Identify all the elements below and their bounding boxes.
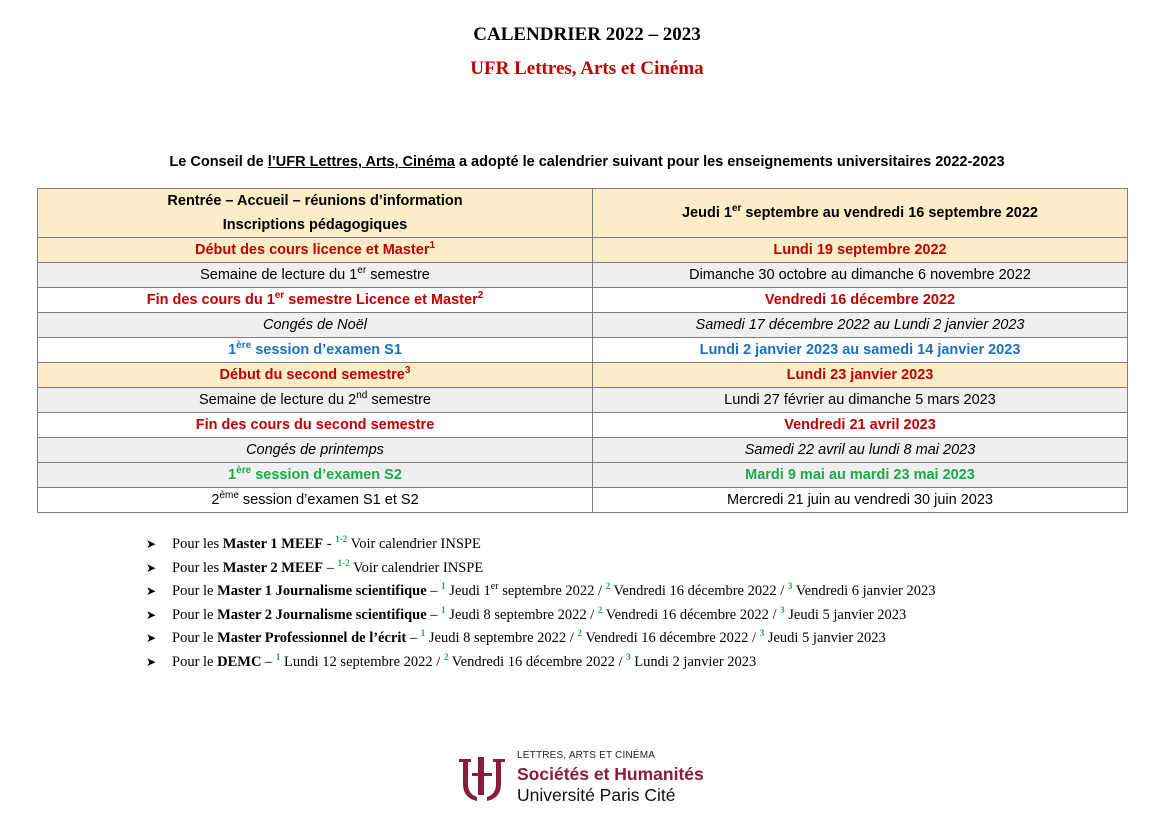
list-item xyxy=(146,604,936,631)
row-label-b: semestre xyxy=(366,266,430,283)
row-label-sup: ère xyxy=(236,464,252,476)
row-label-a: 1 xyxy=(228,341,237,358)
note-text1: Jeudi 8 septembre 2022 / xyxy=(445,606,598,623)
table-row xyxy=(38,288,1128,313)
page-title: CALENDRIER 2022 – 2023 xyxy=(473,24,701,45)
note-text2: Vendredi 16 décembre 2022 / xyxy=(581,630,760,646)
note-program: Master 1 MEEF xyxy=(222,536,324,552)
row-label-a: Semaine de lecture du 2 xyxy=(199,391,357,408)
note-pre: Pour le xyxy=(172,583,218,599)
note-text1: Jeudi 1 xyxy=(445,583,491,599)
row-dates: Vendredi 16 décembre 2022 xyxy=(593,288,1128,313)
intro-underlined: l’UFR Lettres, Arts, Cinéma xyxy=(267,154,455,170)
row-dates: Lundi 2 janvier 2023 au samedi 14 janvier 2023 xyxy=(593,338,1128,363)
row-dates-sup: er xyxy=(731,202,742,214)
note-pre: Pour le xyxy=(172,653,218,670)
note-text1: Jeudi 8 septembre 2022 / xyxy=(425,630,578,646)
university-logo-icon xyxy=(456,755,508,805)
row-label-b: session d’examen S2 xyxy=(251,466,402,483)
note-sup3: 3 xyxy=(759,628,765,639)
arrow-bullet-icon: ➤ xyxy=(146,607,157,622)
note-program: Master 2 MEEF xyxy=(222,559,324,576)
notes-list xyxy=(146,536,936,677)
arrow-bullet-icon: ➤ xyxy=(146,654,157,669)
note-sup1: 1 xyxy=(441,581,446,592)
note-text3: Vendredi 6 janvier 2023 xyxy=(792,583,936,599)
row-label-sup2: 2 xyxy=(477,289,484,301)
row-label-sup: ère xyxy=(236,339,252,351)
row-label-a: Fin des cours du 1 xyxy=(146,291,275,308)
arrow-bullet-icon: ➤ xyxy=(146,560,157,575)
row-label-sup: er xyxy=(357,264,367,276)
note-text1: Voir calendrier INSPE xyxy=(349,559,484,576)
list-item xyxy=(146,583,936,607)
note-sep: – xyxy=(261,653,276,670)
list-item xyxy=(146,536,936,560)
row-label: Fin des cours du second semestre xyxy=(38,413,593,438)
note-sup1: 1 xyxy=(420,628,426,639)
row-label-a: Début du second semestre xyxy=(219,366,405,383)
row-dates: Samedi 17 décembre 2022 au Lundi 2 janvier 2023 xyxy=(593,313,1128,338)
row-label-sup: ème xyxy=(219,489,239,501)
row-dates: Mardi 9 mai au mardi 23 mai 2023 xyxy=(593,463,1128,488)
note-sup1: 1 xyxy=(441,604,446,615)
note-text2: Vendredi 16 décembre 2022 / xyxy=(610,583,788,599)
table-row xyxy=(38,413,1128,438)
page-subtitle: UFR Lettres, Arts et Cinéma xyxy=(470,58,704,79)
row-label-sup: 1 xyxy=(429,239,436,251)
note-sup1: 1-2 xyxy=(337,557,350,568)
note-text3: Jeudi 5 janvier 2023 xyxy=(784,606,907,623)
note-sup1: 1 xyxy=(275,651,281,662)
note-sep: – xyxy=(406,630,421,646)
note-program: Master Professionnel de l’écrit xyxy=(217,630,407,646)
table-row xyxy=(38,238,1128,263)
row-label xyxy=(38,338,593,363)
table-row xyxy=(38,189,1128,238)
row-dates: Lundi 27 février au dimanche 5 mars 2023 xyxy=(593,388,1128,413)
note-sup1: 1-2 xyxy=(335,534,348,545)
row-dates xyxy=(593,189,1128,238)
row-label xyxy=(38,288,593,313)
note-text1: Lundi 12 septembre 2022 / xyxy=(280,653,444,670)
note-pre: Pour le xyxy=(172,630,218,646)
row-dates-a: Jeudi 1 xyxy=(681,204,732,221)
table-row xyxy=(38,313,1128,338)
table-row xyxy=(38,388,1128,413)
row-dates: Samedi 22 avril au lundi 8 mai 2023 xyxy=(593,438,1128,463)
note-pre: Pour les xyxy=(172,536,223,552)
note-sep: – xyxy=(426,583,442,599)
note-sup3: 3 xyxy=(780,604,785,615)
note-text2: Vendredi 16 décembre 2022 / xyxy=(448,653,627,670)
row-label xyxy=(38,263,593,288)
row-label-a: Semaine de lecture du 1 xyxy=(200,266,358,283)
note-pre: Pour les xyxy=(172,559,223,576)
table-row xyxy=(38,488,1128,513)
table-row xyxy=(38,263,1128,288)
row-label-line1: Rentrée – Accueil – réunions d’information xyxy=(167,193,463,209)
row-label-b: semestre xyxy=(367,391,431,408)
table-row xyxy=(38,338,1128,363)
calendar-table xyxy=(37,188,1128,513)
note-sup2: 2 xyxy=(443,651,449,662)
list-item xyxy=(146,651,936,678)
row-dates: Lundi 23 janvier 2023 xyxy=(593,363,1128,388)
row-label xyxy=(38,463,593,488)
logo-line2: Sociétés et Humanités xyxy=(517,764,704,784)
row-label-line2: Inscriptions pédagogiques xyxy=(222,217,408,233)
row-dates: Mercredi 21 juin au vendredi 30 juin 2023 xyxy=(593,488,1128,513)
intro-paragraph xyxy=(0,154,1174,170)
note-program: DEMC xyxy=(217,653,262,670)
list-item xyxy=(146,630,936,654)
row-label-sup: er xyxy=(274,289,285,301)
row-label-a: 1 xyxy=(228,466,237,483)
note-text1-b: septembre 2022 / xyxy=(498,583,606,599)
row-label-a: Début des cours licence et Master xyxy=(194,241,430,258)
row-label-a: 2 xyxy=(211,491,220,508)
row-dates-b: septembre au vendredi 16 septembre 2022 xyxy=(741,204,1038,221)
table-row xyxy=(38,438,1128,463)
note-sep: - xyxy=(323,536,336,552)
row-dates: Lundi 19 septembre 2022 xyxy=(593,238,1128,263)
note-pre: Pour le xyxy=(172,606,218,623)
note-program: Master 1 Journalisme scientifique xyxy=(217,583,427,599)
arrow-bullet-icon: ➤ xyxy=(146,584,157,598)
intro-before: Le Conseil de xyxy=(169,154,268,170)
row-label xyxy=(38,488,593,513)
list-item xyxy=(146,557,936,584)
note-program: Master 2 Journalisme scientifique xyxy=(217,606,427,623)
note-sup3: 3 xyxy=(626,651,631,662)
arrow-bullet-icon: ➤ xyxy=(146,631,157,645)
table-row xyxy=(38,363,1128,388)
note-sup2: 2 xyxy=(577,628,582,639)
note-text3: Jeudi 5 janvier 2023 xyxy=(764,630,886,646)
note-sup3: 3 xyxy=(787,581,793,592)
row-label: Congés de Noël xyxy=(38,313,593,338)
note-sup2: 2 xyxy=(597,604,603,615)
row-label xyxy=(38,189,593,238)
logo-line3: Université Paris Cité xyxy=(517,785,676,805)
row-label xyxy=(38,363,593,388)
row-label xyxy=(38,388,593,413)
row-label-sup: 3 xyxy=(404,364,411,376)
note-text2: Vendredi 16 décembre 2022 / xyxy=(602,606,781,623)
row-dates: Vendredi 21 avril 2023 xyxy=(593,413,1128,438)
university-logo xyxy=(456,750,726,810)
row-label-b: semestre Licence et Master xyxy=(284,291,478,308)
note-sup2: 2 xyxy=(605,581,611,592)
row-label xyxy=(38,238,593,263)
note-text1: Voir calendrier INSPE xyxy=(347,536,481,552)
note-sep: – xyxy=(426,606,442,623)
note-text1-sup: er xyxy=(490,581,499,593)
row-label-sup: nd xyxy=(356,389,368,401)
row-label: Congés de printemps xyxy=(38,438,593,463)
note-text3: Lundi 2 janvier 2023 xyxy=(630,653,757,670)
row-label-b: session d’examen S1 et S2 xyxy=(238,491,419,508)
row-dates: Dimanche 30 octobre au dimanche 6 novembre 2022 xyxy=(593,263,1128,288)
arrow-bullet-icon: ➤ xyxy=(146,537,157,551)
note-sep: – xyxy=(323,559,338,576)
table-row xyxy=(38,463,1128,488)
logo-line1: LETTRES, ARTS ET CINÉMA xyxy=(517,750,656,761)
intro-after: a adopté le calendrier suivant pour les enseignements universitaires 2022-2023 xyxy=(454,154,1005,170)
row-label-b: session d’examen S1 xyxy=(251,341,402,358)
